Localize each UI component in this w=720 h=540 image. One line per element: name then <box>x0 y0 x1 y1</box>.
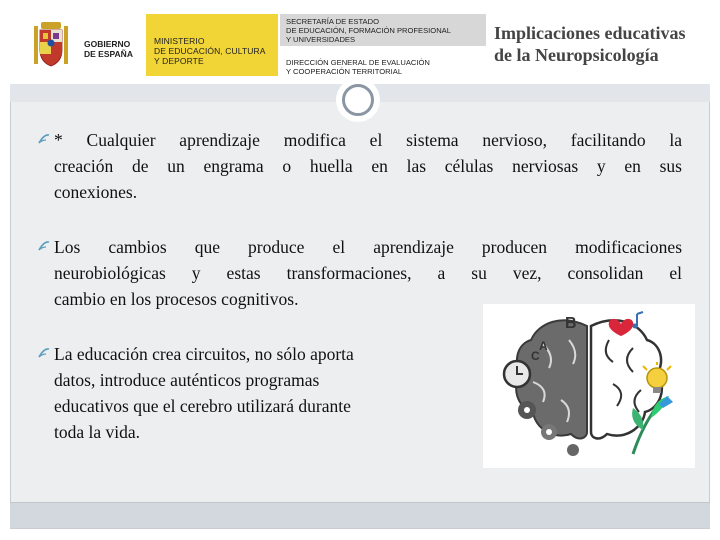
secretaria-box <box>280 14 486 46</box>
paragraph-3-line-4: toda la vida. <box>54 422 141 442</box>
letter-a: A <box>539 339 548 353</box>
gobierno-logo <box>14 14 142 72</box>
secretaria-text: SECRETARÍA DE ESTADO DE EDUCACIÓN, FORMACIÓN PROFESIONAL Y UNIVERSIDADES <box>286 17 451 44</box>
paragraph-1 <box>54 127 682 205</box>
brain-illustration <box>483 304 695 468</box>
paragraph-3-line-3: educativos que el cerebro utilizará durante <box>54 396 351 416</box>
brain-icon <box>483 304 695 468</box>
bullet-icon <box>37 346 51 360</box>
panel-bottom-band <box>10 502 710 528</box>
header <box>0 0 720 82</box>
paragraph-1-line-1: * Cualquier aprendizaje modifica el sistema nervioso, facilitando la <box>54 130 682 150</box>
title-line-1: Implicaciones educativas <box>494 23 686 43</box>
letter-c: C <box>531 349 540 363</box>
paragraph-1-line-2: creación de un engrama o huella en las células nerviosas y en sus <box>54 156 682 176</box>
slide-title <box>494 22 686 66</box>
paragraph-3-line-1: La educación crea circuitos, no sólo aporta <box>54 344 354 364</box>
bullet-icon <box>37 132 51 146</box>
gobierno-text: GOBIERNO DE ESPAÑA <box>84 39 133 59</box>
paragraph-2-line-1: Los cambios que produce el aprendizaje producen modificaciones <box>54 237 682 257</box>
paragraph-2-line-2: neurobiológicas y estas transformaciones, a su vez, consolidan el <box>54 263 682 283</box>
paragraph-3 <box>54 341 434 445</box>
paragraph-2-line-3: cambio en los procesos cognitivos. <box>54 289 299 309</box>
paragraph-1-line-3: conexiones. <box>54 182 138 202</box>
letter-b: B <box>565 315 577 332</box>
coat-of-arms-icon <box>26 20 76 70</box>
ring-ornament <box>336 78 380 122</box>
bullet-icon <box>37 239 51 253</box>
direccion-text: DIRECCIÓN GENERAL DE EVALUACIÓN Y COOPERACIÓN TERRITORIAL <box>286 58 430 76</box>
ministerio-text: MINISTERIO DE EDUCACIÓN, CULTURA Y DEPORTE <box>154 36 266 66</box>
paragraph-2 <box>54 234 682 312</box>
title-line-2: de la Neuropsicología <box>494 45 659 65</box>
ministerio-box <box>146 14 278 76</box>
ring-icon <box>342 84 374 116</box>
paragraph-3-line-2: datos, introduce auténticos programas <box>54 370 320 390</box>
